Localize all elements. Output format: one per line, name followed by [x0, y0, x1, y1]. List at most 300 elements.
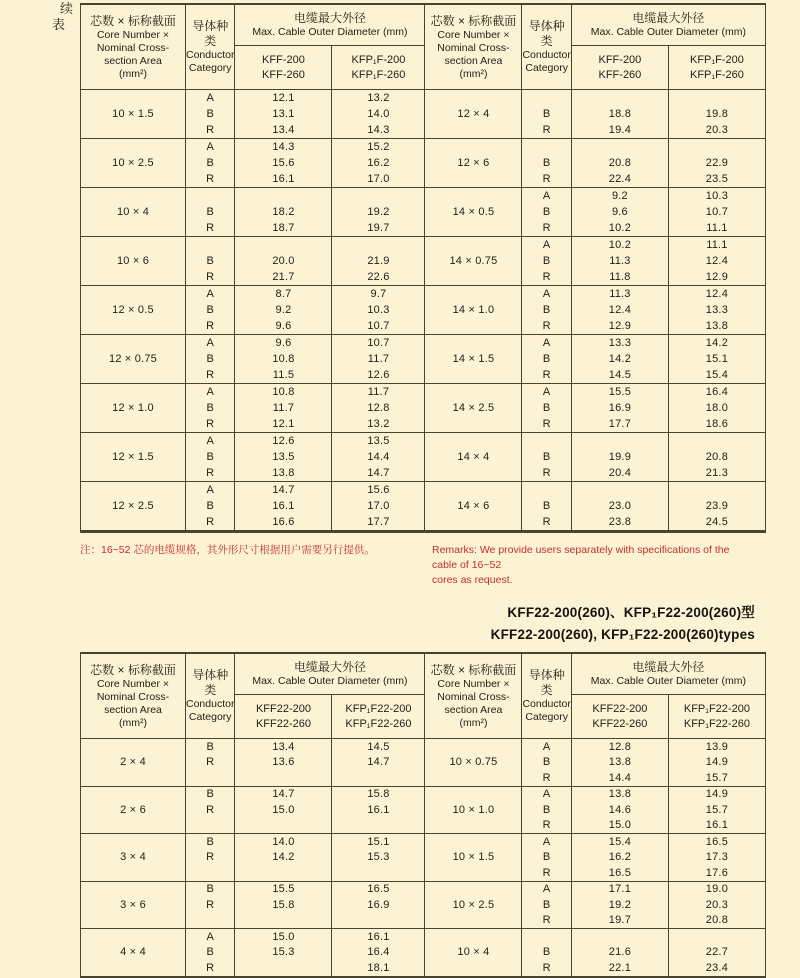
header-line: section Area [444, 703, 503, 716]
header-line: Core Number × [437, 677, 510, 690]
value-cell [571, 929, 668, 945]
spec-cell: 12 × 0.5 [81, 286, 186, 335]
value-cell: 14.3 [332, 122, 425, 139]
value-cell: 23.8 [571, 514, 668, 532]
spec-cell: 12 × 1.5 [81, 433, 186, 482]
conductor-cell: B [522, 302, 571, 318]
header-line: Nominal Cross- [437, 690, 510, 703]
remark-english [432, 543, 755, 588]
value-cell: 13.8 [571, 755, 668, 771]
conductor-cell: R [186, 755, 235, 771]
conductor-cell: B [186, 945, 235, 961]
spec-cell: 10 × 1.5 [425, 834, 522, 882]
header-line: Nominal Cross- [96, 41, 170, 54]
value-cell: 16.9 [571, 400, 668, 416]
header-line: Conductor [522, 49, 571, 61]
value-cell: 16.2 [332, 155, 425, 171]
conductor-cell [186, 913, 235, 929]
conductor-cell: R [186, 318, 235, 335]
model-line: KFP₁F22-260 [683, 717, 750, 730]
value-cell: 13.5 [235, 449, 332, 465]
value-cell: 21.3 [668, 465, 765, 482]
value-cell: 13.9 [668, 739, 765, 755]
header-line: (mm²) [459, 716, 488, 729]
header-line: Max. Cable Outer Diameter (mm) [252, 675, 408, 688]
conductor-cell: R [522, 367, 571, 384]
value-cell: 10.7 [332, 335, 425, 352]
conductor-cell [522, 433, 571, 450]
header-line: (mm²) [459, 67, 488, 80]
value-cell: 19.2 [332, 204, 425, 220]
value-cell: 16.1 [332, 929, 425, 945]
value-cell: 20.3 [668, 897, 765, 913]
header-model-kff22 [571, 695, 668, 739]
header-line: (mm²) [119, 67, 147, 80]
table-row [81, 139, 766, 156]
spec-cell: 10 × 4 [425, 929, 522, 978]
conductor-cell: R [186, 220, 235, 237]
value-cell [668, 433, 765, 450]
conductor-cell: A [522, 384, 571, 401]
conductor-cell [522, 90, 571, 107]
model-line: KFF-260 [262, 68, 305, 81]
table-row [81, 433, 766, 450]
header-conductor-right [522, 4, 571, 90]
value-cell: 21.6 [571, 945, 668, 961]
conductor-cell: A [186, 482, 235, 499]
header-line: 导体种 [192, 19, 229, 33]
value-cell: 22.4 [571, 171, 668, 188]
value-cell: 17.0 [332, 498, 425, 514]
value-cell [332, 818, 425, 834]
header-line: Core Number × [96, 28, 170, 41]
value-cell: 12.4 [571, 302, 668, 318]
conductor-cell: B [522, 351, 571, 367]
value-cell [235, 237, 332, 254]
value-cell: 14.7 [332, 755, 425, 771]
value-cell: 14.5 [571, 367, 668, 384]
value-cell [668, 139, 765, 156]
table-row [81, 335, 766, 352]
value-cell: 16.4 [668, 384, 765, 401]
model-line: KFP₁F22-200 [683, 702, 750, 715]
header-line: Max. Cable Outer Diameter (mm) [590, 675, 746, 688]
remarks [80, 543, 755, 588]
conductor-cell [186, 237, 235, 254]
conductor-cell: R [186, 897, 235, 913]
conductor-cell: R [186, 367, 235, 384]
table-row [81, 739, 766, 755]
table-row [81, 90, 766, 107]
spec-cell: 10 × 1.5 [81, 90, 186, 139]
header-line: Nominal Cross- [437, 41, 510, 54]
value-cell: 18.2 [235, 204, 332, 220]
value-cell: 17.1 [571, 881, 668, 897]
value-cell: 9.6 [235, 318, 332, 335]
spec-cell: 14 × 4 [425, 433, 522, 482]
conductor-cell: A [186, 433, 235, 450]
value-cell: 22.6 [332, 269, 425, 286]
header-line: Category [525, 62, 568, 74]
conductor-cell: R [186, 465, 235, 482]
model-line: KFP₁F-260 [689, 68, 744, 81]
conductor-cell: A [186, 335, 235, 352]
header-spec-right [425, 4, 522, 90]
header-line: section Area [104, 703, 162, 716]
header-conductor-left [186, 4, 235, 90]
value-cell [332, 865, 425, 881]
conductor-cell: R [522, 416, 571, 433]
value-cell: 15.2 [332, 139, 425, 156]
spec-cell: 10 × 2.5 [425, 881, 522, 929]
conductor-cell: A [186, 286, 235, 303]
conductor-cell [522, 482, 571, 499]
header-line: 类 [204, 683, 217, 697]
value-cell: 11.8 [571, 269, 668, 286]
value-cell [571, 482, 668, 499]
value-cell [668, 929, 765, 945]
value-cell [235, 770, 332, 786]
header-conductor-right [522, 653, 571, 739]
header-conductor-left [186, 653, 235, 739]
value-cell: 10.3 [332, 302, 425, 318]
value-cell: 10.8 [235, 384, 332, 401]
model-line: KFP₁F-200 [351, 53, 406, 66]
model-line: KFF-260 [598, 68, 642, 81]
value-cell: 12.9 [668, 269, 765, 286]
continued-table-label [52, 1, 73, 33]
spec-cell: 12 × 1.0 [81, 384, 186, 433]
value-cell: 22.7 [668, 945, 765, 961]
value-cell [668, 482, 765, 499]
value-cell: 16.5 [571, 865, 668, 881]
header-model-kfpf22 [332, 695, 425, 739]
value-cell: 18.1 [332, 960, 425, 977]
value-cell: 23.0 [571, 498, 668, 514]
header-line: Nominal Cross- [96, 690, 170, 703]
value-cell: 22.9 [668, 155, 765, 171]
value-cell: 19.7 [332, 220, 425, 237]
value-cell: 10.7 [332, 318, 425, 335]
value-cell: 13.8 [668, 318, 765, 335]
value-cell: 15.3 [235, 945, 332, 961]
value-cell: 17.7 [332, 514, 425, 532]
header-spec-right [425, 653, 522, 739]
value-cell: 16.6 [235, 514, 332, 532]
spec-cell: 3 × 6 [81, 881, 186, 929]
value-cell: 20.4 [571, 465, 668, 482]
continued-char: 续 [60, 1, 74, 16]
value-cell: 15.0 [235, 802, 332, 818]
spec-cell: 10 × 2.5 [81, 139, 186, 188]
header-line: (mm²) [119, 716, 147, 729]
value-cell: 15.1 [332, 834, 425, 850]
value-cell: 14.9 [668, 786, 765, 802]
value-cell [332, 188, 425, 205]
value-cell: 12.4 [668, 253, 765, 269]
conductor-cell: B [186, 739, 235, 755]
value-cell: 15.6 [235, 155, 332, 171]
value-cell [332, 913, 425, 929]
conductor-cell: R [522, 122, 571, 139]
conductor-cell: R [186, 514, 235, 532]
header-model-kff [571, 46, 668, 90]
conductor-cell: B [522, 155, 571, 171]
value-cell: 16.9 [332, 897, 425, 913]
conductor-cell: A [186, 929, 235, 945]
value-cell: 12.4 [668, 286, 765, 303]
value-cell: 13.4 [235, 739, 332, 755]
header-line: 类 [540, 683, 553, 697]
value-cell: 16.4 [332, 945, 425, 961]
conductor-cell: B [522, 802, 571, 818]
conductor-cell [522, 929, 571, 945]
value-cell: 8.7 [235, 286, 332, 303]
value-cell: 16.1 [668, 818, 765, 834]
conductor-cell: B [186, 106, 235, 122]
value-cell: 15.3 [332, 850, 425, 866]
value-cell: 13.2 [332, 90, 425, 107]
value-cell: 10.2 [571, 237, 668, 254]
conductor-cell: B [522, 253, 571, 269]
value-cell: 13.5 [332, 433, 425, 450]
value-cell: 19.4 [571, 122, 668, 139]
header-line: 芯数 × 标称截面 [430, 662, 517, 677]
spec-cell: 12 × 2.5 [81, 482, 186, 532]
conductor-cell: A [522, 786, 571, 802]
value-cell: 14.0 [332, 106, 425, 122]
value-cell: 11.7 [332, 351, 425, 367]
model-line: KFP₁F-260 [351, 68, 406, 81]
conductor-cell: B [186, 881, 235, 897]
value-cell: 11.7 [332, 384, 425, 401]
conductor-cell: R [522, 269, 571, 286]
conductor-cell [186, 865, 235, 881]
conductor-cell: R [186, 802, 235, 818]
section-heading [80, 602, 755, 646]
continued-char: 表 [52, 17, 66, 32]
conductor-cell: B [186, 834, 235, 850]
value-cell: 11.5 [235, 367, 332, 384]
conductor-cell: B [186, 786, 235, 802]
value-cell: 13.3 [668, 302, 765, 318]
value-cell: 16.5 [668, 834, 765, 850]
conductor-cell: A [522, 881, 571, 897]
value-cell: 14.7 [235, 786, 332, 802]
table-row [81, 482, 766, 499]
value-cell [571, 139, 668, 156]
header-line: 电缆最大外径 [293, 11, 366, 26]
spec-cell: 2 × 6 [81, 786, 186, 834]
conductor-cell: B [522, 755, 571, 771]
value-cell: 15.4 [668, 367, 765, 384]
header-line: 导体种 [192, 668, 229, 682]
value-cell: 11.1 [668, 237, 765, 254]
value-cell: 21.9 [332, 253, 425, 269]
spec-cell: 14 × 0.75 [425, 237, 522, 286]
conductor-cell: B [522, 204, 571, 220]
model-line: KFF22-200 [255, 702, 311, 715]
value-cell: 11.7 [235, 400, 332, 416]
header-line: Conductor [522, 698, 571, 710]
value-cell: 13.8 [235, 465, 332, 482]
value-cell: 13.6 [235, 755, 332, 771]
header-line: Category [525, 711, 568, 723]
value-cell: 15.8 [235, 897, 332, 913]
header-line: 芯数 × 标称截面 [430, 13, 517, 28]
value-cell: 15.7 [668, 770, 765, 786]
conductor-cell: B [186, 351, 235, 367]
value-cell: 14.7 [235, 482, 332, 499]
conductor-cell: B [186, 449, 235, 465]
value-cell: 17.7 [571, 416, 668, 433]
header-diameter-right [571, 653, 765, 695]
value-cell [571, 433, 668, 450]
model-line: KFF22-260 [255, 717, 311, 730]
value-cell: 16.5 [332, 881, 425, 897]
value-cell: 14.5 [332, 739, 425, 755]
value-cell: 16.1 [235, 498, 332, 514]
value-cell: 13.4 [235, 122, 332, 139]
model-line: KFP₁F-200 [689, 53, 744, 66]
value-cell: 15.5 [235, 881, 332, 897]
conductor-cell: R [522, 770, 571, 786]
value-cell: 14.2 [668, 335, 765, 352]
spec-cell: 10 × 6 [81, 237, 186, 286]
conductor-cell: B [522, 106, 571, 122]
value-cell [235, 865, 332, 881]
conductor-cell: B [522, 498, 571, 514]
value-cell: 10.2 [571, 220, 668, 237]
header-line: section Area [444, 54, 503, 67]
value-cell: 11.1 [668, 220, 765, 237]
conductor-cell: R [186, 171, 235, 188]
table-row [81, 834, 766, 850]
value-cell [332, 237, 425, 254]
conductor-cell: A [522, 286, 571, 303]
header-line: 电缆最大外径 [632, 660, 705, 675]
model-line: KFF22-260 [592, 717, 648, 730]
conductor-cell: B [186, 498, 235, 514]
cable-diameter-table-kff22 [80, 652, 766, 978]
conductor-cell: B [522, 850, 571, 866]
spec-cell: 12 × 6 [425, 139, 522, 188]
conductor-cell: R [186, 269, 235, 286]
section-heading-line-zh: KFF22-200(260)、KFP₁F22-200(260)型 [507, 605, 755, 620]
value-cell: 19.2 [571, 897, 668, 913]
header-line: Category [188, 62, 232, 74]
header-line: Conductor [186, 698, 235, 710]
conductor-cell: R [522, 514, 571, 532]
conductor-cell: R [522, 318, 571, 335]
remark-chinese: 注：16~52 芯的电缆规格，其外形尺寸根据用户需要另行提供。 [80, 544, 375, 556]
header-line: Conductor [186, 49, 235, 61]
header-diameter-left [235, 4, 425, 46]
conductor-cell: A [522, 739, 571, 755]
header-line: 电缆最大外径 [632, 11, 705, 26]
value-cell [235, 960, 332, 977]
conductor-cell: A [522, 335, 571, 352]
header-line: Core Number × [437, 28, 510, 41]
conductor-cell: R [522, 171, 571, 188]
value-cell: 24.5 [668, 514, 765, 532]
conductor-cell: A [186, 139, 235, 156]
value-cell: 13.3 [571, 335, 668, 352]
table-row [81, 384, 766, 401]
header-line: Core Number × [96, 677, 170, 690]
table-row [81, 188, 766, 205]
conductor-cell [186, 818, 235, 834]
value-cell [332, 770, 425, 786]
remark-english-line: Remarks: We provide users separately with specifications of the cable of 16~52 [432, 544, 730, 571]
value-cell: 20.0 [235, 253, 332, 269]
value-cell: 23.4 [668, 960, 765, 977]
header-model-kfpf [668, 46, 765, 90]
header-row [81, 4, 766, 46]
value-cell: 18.8 [571, 106, 668, 122]
conductor-cell: R [522, 818, 571, 834]
spec-cell: 14 × 0.5 [425, 188, 522, 237]
header-spec-left [81, 4, 186, 90]
conductor-cell: A [522, 188, 571, 205]
value-cell: 11.3 [571, 253, 668, 269]
value-cell [235, 913, 332, 929]
value-cell: 14.4 [571, 770, 668, 786]
conductor-cell: R [522, 220, 571, 237]
conductor-cell: R [186, 122, 235, 139]
value-cell: 9.6 [571, 204, 668, 220]
table-row [81, 929, 766, 945]
conductor-cell: B [186, 204, 235, 220]
header-line: Max. Cable Outer Diameter (mm) [252, 26, 408, 39]
value-cell: 22.1 [571, 960, 668, 977]
value-cell: 21.7 [235, 269, 332, 286]
value-cell: 16.1 [235, 171, 332, 188]
value-cell: 14.6 [571, 802, 668, 818]
header-line: 导体种 [528, 668, 565, 682]
value-cell: 12.9 [571, 318, 668, 335]
header-line: Category [188, 711, 232, 723]
conductor-cell: R [522, 465, 571, 482]
remark-english-line: cores as request. [432, 574, 513, 586]
model-line: KFF-200 [262, 53, 305, 66]
value-cell [571, 90, 668, 107]
model-line: KFF-200 [598, 53, 642, 66]
section-heading-line-en: KFF22-200(260), KFP₁F22-200(260)types [490, 627, 755, 642]
value-cell: 9.6 [235, 335, 332, 352]
spec-cell: 10 × 0.75 [425, 739, 522, 787]
header-line: section Area [104, 54, 162, 67]
value-cell: 16.1 [332, 802, 425, 818]
conductor-cell: B [522, 945, 571, 961]
value-cell: 14.9 [668, 755, 765, 771]
header-diameter-left [235, 653, 425, 695]
header-line: 类 [540, 34, 553, 48]
conductor-cell: B [186, 253, 235, 269]
value-cell: 16.2 [571, 850, 668, 866]
spec-cell: 10 × 1.0 [425, 786, 522, 834]
header-model-kff [235, 46, 332, 90]
value-cell: 23.5 [668, 171, 765, 188]
header-row [81, 653, 766, 695]
value-cell: 10.3 [668, 188, 765, 205]
spec-cell: 14 × 1.5 [425, 335, 522, 384]
conductor-cell: A [186, 384, 235, 401]
value-cell: 12.6 [235, 433, 332, 450]
conductor-cell: B [186, 302, 235, 318]
table-row [81, 237, 766, 254]
header-spec-left [81, 653, 186, 739]
